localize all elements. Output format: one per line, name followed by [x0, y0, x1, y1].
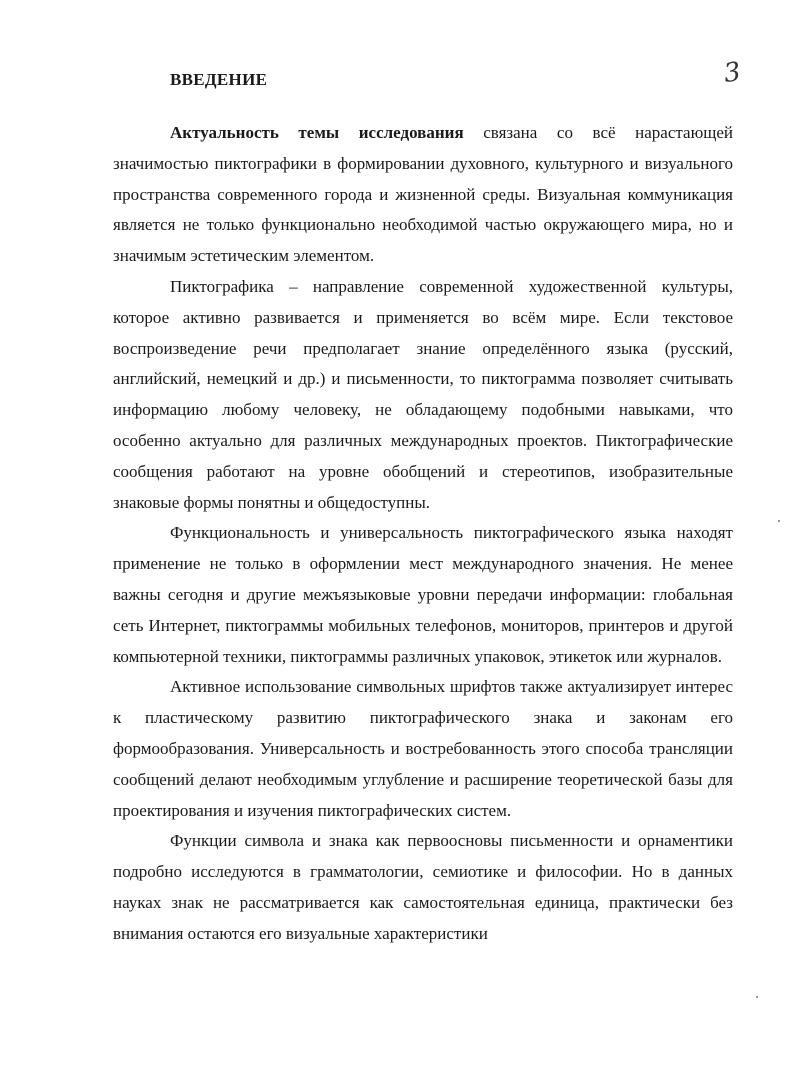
paragraph-text: связана со всё нарастающей значимостью пиктографики в формировании духовного, культурного и визуального пространства современного города и жизненной среды. Визуальная коммуникация является не только функционально необходимой частью окружающего мира, но и значимым эстетическим элементом.	[113, 123, 734, 266]
paragraph-lead-bold: Актуальность темы исследования	[170, 123, 464, 142]
paragraph-sign-functions: Функции символа и знака как первоосновы письменности и орнаментики подробно исследуются в грамматологии, семиотике и философии. Но в данных науках знак не рассматривается как самостоятельная единица, практически без внимания остаются его визуальные характеристики	[113, 831, 733, 943]
paragraph-relevance	[113, 118, 733, 272]
section-heading: ВВЕДЕНИЕ	[170, 70, 268, 89]
paragraph-symbol-fonts: Активное использование символьных шрифтов также актуализирует интерес к пластическому развитию пиктографического знака и законам его формообразования. Универсальность и востребованность этого способа трансляции сообщений делают необходимым углубление и расширение теоретической базы для проектирования и изучения пиктографических систем.	[113, 677, 733, 820]
body-text	[113, 118, 733, 950]
paragraph-functionality: Функциональность и универсальность пиктографического языка находят применение не только в оформлении мест международного значения. Не менее важны сегодня и другие межъязыковые уровни передачи информации: глобальная сеть Интернет, пиктограммы мобильных телефонов, мониторов, принтеров и другой компьютерной техники, пиктограммы различных упаковок, этикеток или журналов.	[113, 523, 733, 666]
scan-speck	[756, 996, 758, 998]
scan-speck	[778, 520, 780, 522]
handwritten-page-number: 3	[721, 56, 743, 90]
paragraph-pictography: Пиктографика – направление современной художественной культуры, которое активно развивается и применяется во всём мире. Если текстовое воспроизведение речи предполагает знание определённого языка (русский, английский, немецкий и др.) и письменности, то пиктограмма позволяет считывать информацию любому человеку, не обладающему подобными навыками, что особенно актуально для различных международных проектов. Пиктографические сообщения работают на уровне обобщений и стереотипов, изобразительные знаковые формы понятны и общедоступны.	[113, 276, 733, 512]
